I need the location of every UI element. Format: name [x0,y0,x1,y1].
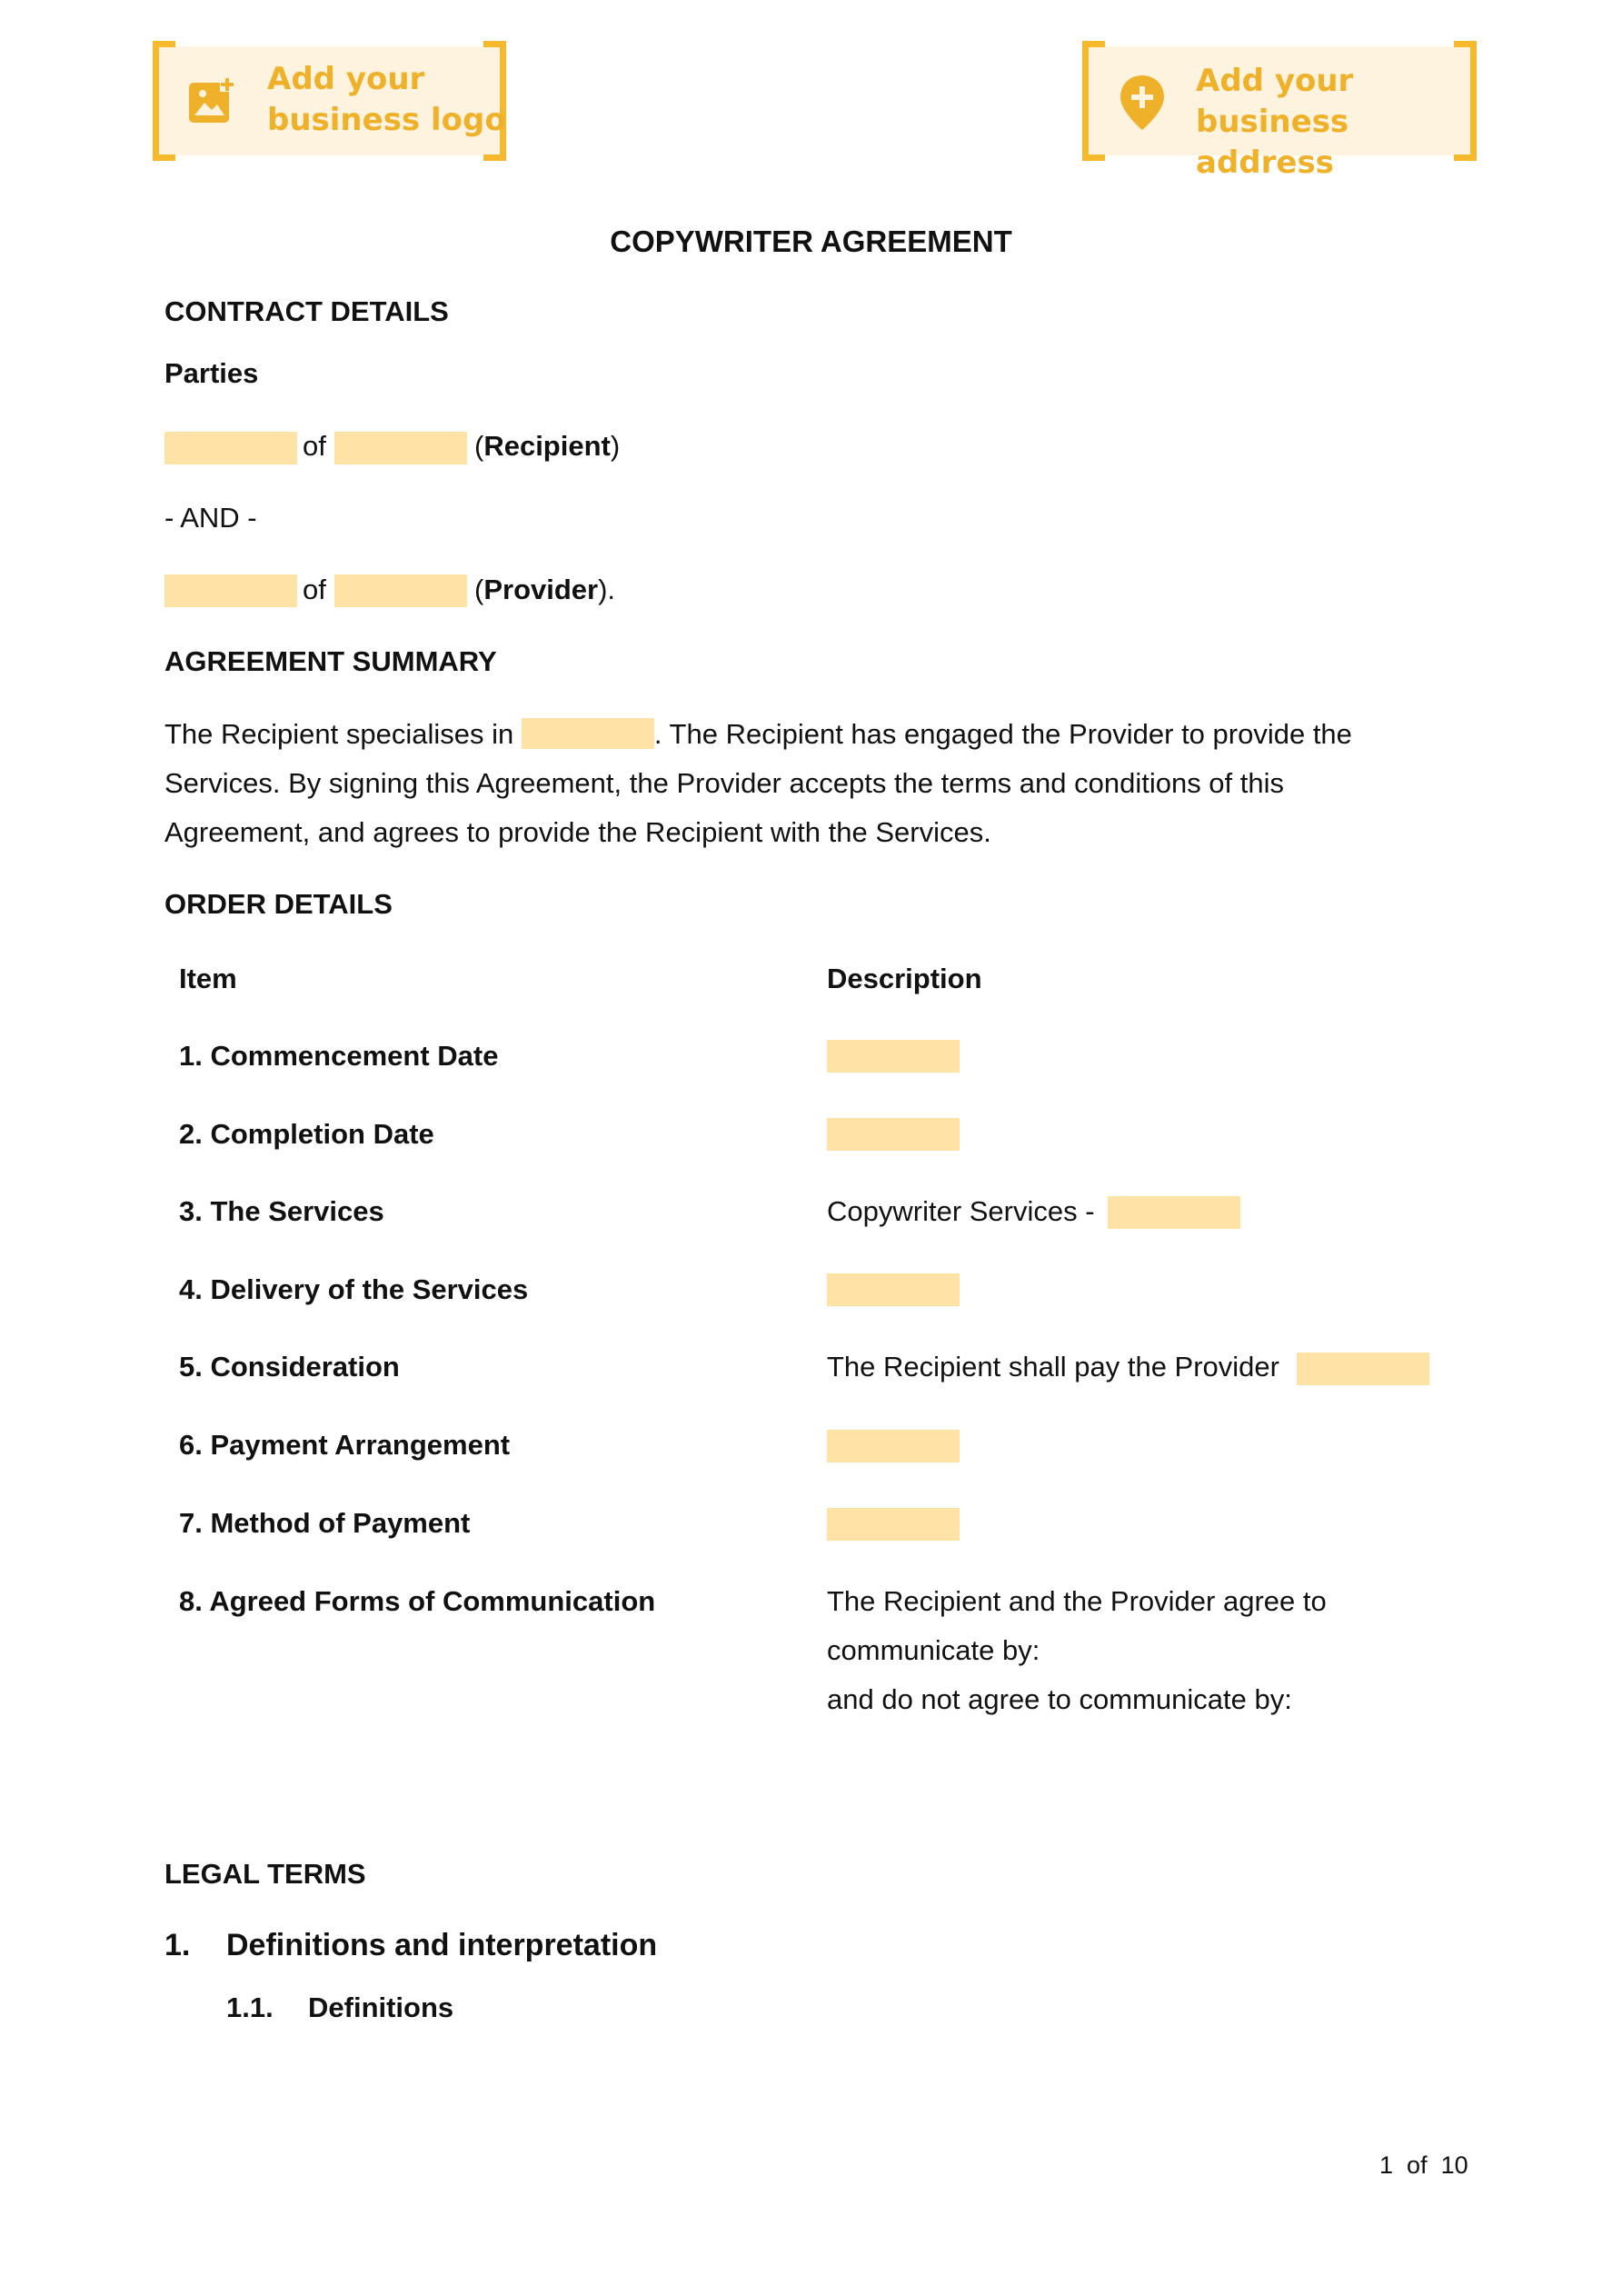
logo-line1: Add your [267,61,425,97]
agreement-summary-heading: AGREEMENT SUMMARY [164,645,497,677]
col-item-header: Item [179,963,237,994]
commencement-date-field[interactable] [827,1040,960,1073]
provider-label: (Provider). [474,574,616,605]
of-text: of [303,430,326,462]
of-text: of [303,574,326,605]
delivery-field[interactable] [827,1273,960,1306]
address-line2: business address [1196,104,1349,181]
legal-terms-heading: LEGAL TERMS [164,1858,366,1890]
and-separator: - AND - [164,502,257,534]
table-row-item: 4. Delivery of the Services [179,1273,529,1305]
contract-details-heading: CONTRACT DETAILS [164,295,449,327]
section-number: 1. [164,1928,191,1962]
logo-placeholder[interactable] [153,41,506,161]
parties-heading: Parties [164,357,259,389]
col-description-header: Description [827,963,982,994]
order-details-heading: ORDER DETAILS [164,888,393,920]
table-row-item: 6. Payment Arrangement [179,1429,511,1461]
provider-address-field[interactable] [334,574,467,607]
table-row-item: 5. Consideration [179,1351,400,1383]
table-row-item: 8. Agreed Forms of Communication [179,1585,656,1617]
table-row-item: 1. Commencement Date [179,1040,499,1072]
table-row-item: 2. Completion Date [179,1118,434,1150]
recipient-label: (Recipient) [474,430,621,462]
recipient-address-field[interactable] [334,432,467,464]
consideration-field[interactable] [1297,1353,1429,1385]
communication-desc-line-1: The Recipient and the Provider agree to [827,1585,1327,1617]
consideration-desc: The Recipient shall pay the Provider [827,1351,1279,1383]
subsection-title: Definitions [308,1992,454,2023]
location-pin-plus-icon [1119,74,1166,132]
table-row-item: 3. The Services [179,1195,384,1227]
payment-arrangement-field[interactable] [827,1430,960,1462]
completion-date-field[interactable] [827,1118,960,1151]
communication-desc-line-3: and do not agree to communicate by: [827,1683,1292,1715]
page-number: 1 of 10 [1379,2151,1468,2179]
logo-line2: business logo [267,102,506,138]
specialisation-field[interactable] [522,718,654,749]
section-title: Definitions and interpretation [226,1928,658,1962]
services-field[interactable] [1108,1196,1240,1229]
add-image-icon [189,77,234,125]
document-title: COPYWRITER AGREEMENT [610,225,1012,258]
address-placeholder[interactable] [1082,41,1477,181]
bracket-left [153,41,175,161]
summary-line-1: The Recipient specialises in . The Recipient has engaged the Provider to provide the [164,718,1352,750]
bracket-left [1082,41,1105,161]
communication-desc-line-2: communicate by: [827,1634,1040,1666]
services-desc: Copywriter Services - [827,1195,1095,1227]
table-row-item: 7. Method of Payment [179,1507,471,1539]
summary-line-3: Agreement, and agrees to provide the Recipient with the Services. [164,816,991,848]
summary-line-2: Services. By signing this Agreement, the Provider accepts the terms and conditions of this [164,767,1285,799]
recipient-name-field[interactable] [164,432,297,464]
payment-method-field[interactable] [827,1508,960,1541]
address-line1: Add your [1196,63,1354,99]
provider-name-field[interactable] [164,574,297,607]
subsection-number: 1.1. [226,1992,274,2023]
